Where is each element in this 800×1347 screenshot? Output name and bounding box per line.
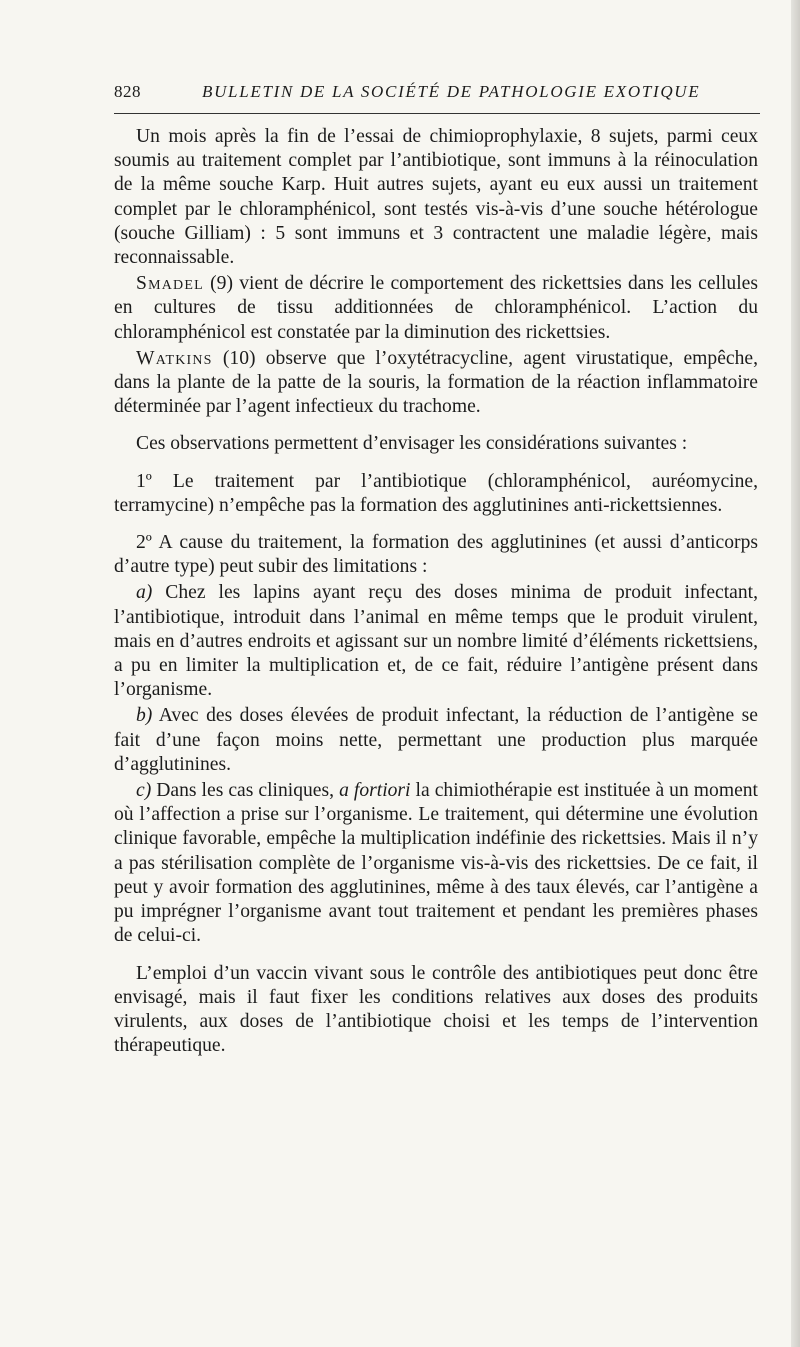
paragraph-considerations-intro: Ces observations permettent d’envisager les considérations suivantes : [136, 433, 688, 455]
paragraph-smadel [114, 272, 758, 345]
paragraph-conclusion: L’emploi d’un vaccin vivant sous le contrôle des antibiotiques peut donc être envisagé, mais il faut fixer les conditions relatives aux doses des produits virulents, aux doses de l’antibiotique choisi et les temps de l’intervention thérapeutique. [114, 962, 758, 1057]
paragraph-text: Avec des doses élevées de produit infectant, la réduction de l’antigène se fait d’une façon moins nette, permettant une production plus marquée d’agglutinines. [114, 705, 758, 775]
paragraph-text: (10) observe que l’oxytétracycline, agent virustatique, empêche, dans la plante de la patte de la souris, la formation de la réaction inflammatoire déterminée par l’agent infectieux du trachome. [114, 347, 758, 418]
paragraph-point-c [114, 779, 758, 948]
latin-phrase: a fortiori [339, 780, 411, 802]
list-label: b) [136, 705, 153, 727]
paragraph-text: Dans les cas cliniques, [151, 780, 340, 802]
paragraph-text: (9) vient de décrire le comportement des rickettsies dans les cellules en cultures de tissu additionnées de chloramphénicol. L’action du chloramphénicol est constatée par la diminution des rickettsies. [114, 273, 758, 343]
paragraph-point-2: 2º A cause du traitement, la formation des agglutinines (et aussi d’anticorps d’autre type) peut subir des limitations : [114, 532, 758, 578]
paragraph-point-b [114, 704, 758, 777]
list-label: a) [136, 582, 153, 604]
author-name: Watkins [136, 347, 213, 369]
paragraph-watkins [114, 347, 758, 420]
page-header [114, 80, 764, 104]
page-number: 828 [114, 82, 141, 101]
paragraph-immunity-results: Un mois après la fin de l’essai de chimioprophylaxie, 8 sujets, parmi ceux soumis au traitement complet par l’antibiotique, sont immuns à la réinoculation de la même souche Karp. Huit autres sujets, ayant eu eux aussi un traitement complet par le chloramphénicol, sont testés vis-à-vis d’une souche hétérologue (souche Gilliam) : 5 sont immuns et 3 contractent une maladie légère, mais reconnaissable. [114, 126, 758, 269]
paragraph-text: la chimiothérapie est instituée à un moment où l’affection a prise sur l’organisme. Le traitement, qui détermine une évolution clinique favorable, empêche la multiplication indéfinie des rickettsies. Mais il n’y a pas stérilisation complète de l’organisme vis-à-vis des rickettsies. De ce fait, il peut y avoir formation des agglutinines, même à des taux élevés, car l’antigène a pu imprégner l’organisme avant tout traitement et pendant les premières phases de celui-ci. [114, 780, 759, 947]
header-rule [114, 113, 760, 114]
running-title: BULLETIN DE LA SOCIÉTÉ DE PATHOLOGIE EXOTIQUE [202, 82, 701, 101]
article-body [114, 125, 758, 1058]
author-name: Smadel [136, 273, 204, 295]
paragraph-point-a [114, 581, 758, 702]
paragraph-point-1: 1º Le traitement par l’antibiotique (chloramphénicol, auréomycine, terramycine) n’empêche pas la formation des agglutinines anti-rickettsiennes. [114, 470, 758, 516]
paragraph-text: Chez les lapins ayant reçu des doses minima de produit infectant, l’antibiotique, introduit dans l’animal en même temps que le produit virulent, mais en d’autres endroits et agissant sur un nombre limité d’éléments rickettsiens, a pu en limiter la multiplication et, de ce fait, réduire l’antigène présent dans l’organisme. [114, 582, 758, 701]
page-edge [791, 0, 800, 1347]
list-label: c) [136, 780, 152, 802]
